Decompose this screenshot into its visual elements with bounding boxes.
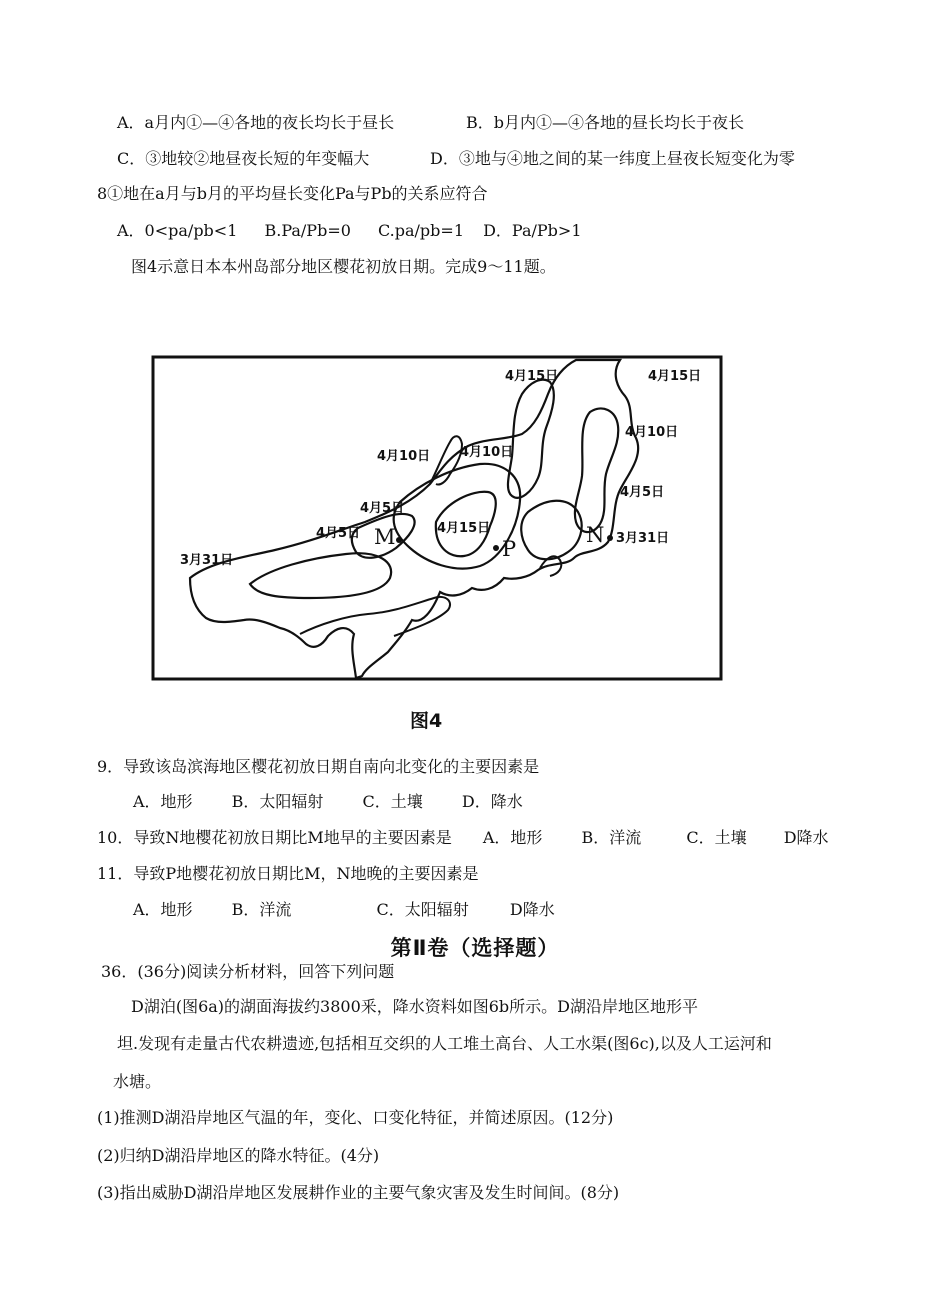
q9-option-d: D．降水 bbox=[461, 792, 523, 811]
intro-9-11: 图4示意日本本州岛部分地区樱花初放日期。完成9～11题。 bbox=[131, 257, 556, 276]
q10-option-a: A．地形 bbox=[482, 828, 543, 847]
q7-option-c: C．③地较②地昼夜长短的年变幅大 bbox=[117, 149, 370, 168]
q9-option-b: B．太阳辐射 bbox=[231, 792, 324, 811]
figure-caption: 图4 bbox=[410, 710, 443, 732]
q8-option-d: D．Pa/Pb>1 bbox=[483, 221, 582, 240]
q10-option-c: C．土壤 bbox=[686, 828, 747, 847]
point-n-dot bbox=[607, 535, 613, 541]
q36-sub-2: (2)归纳D湖沿岸地区的降水特征。(4分) bbox=[97, 1146, 380, 1165]
label-apr15-ne: 4月15日 bbox=[648, 369, 702, 384]
label-apr5-east: 4月5日 bbox=[620, 485, 665, 500]
japan-sakura-map bbox=[150, 352, 725, 686]
q36-sub-1: (1)推测D湖沿岸地区气温的年，变化、口变化特征，并简述原因。(12分) bbox=[97, 1108, 614, 1127]
q36-material-line-3: 水塘。 bbox=[113, 1072, 162, 1091]
q9-option-a: A．地形 bbox=[133, 792, 193, 811]
q10-option-b: B．洋流 bbox=[581, 828, 642, 847]
q9-option-c: C．土壤 bbox=[362, 792, 423, 811]
point-m-dot bbox=[396, 537, 402, 543]
q8-option-c: C.pa/pb=1 bbox=[378, 221, 464, 240]
label-apr15-north: 4月15日 bbox=[505, 369, 559, 384]
q36-material-line-1: D湖泊(图6a)的湖面海拔约3800釆，降水资料如图6b所示。D湖沿岸地区地形平 bbox=[131, 997, 699, 1016]
q11-option-b: B．洋流 bbox=[231, 900, 292, 919]
q36-material-line-2: 坦.发现有走量古代农耕遗迹,包括相互交织的人工堆土高台、人工水渠(图6c),以及人工运河和 bbox=[117, 1034, 772, 1053]
label-apr10-east: 4月10日 bbox=[625, 425, 679, 440]
q36-sub-3: (3)指出威胁D湖沿岸地区发展耕作业的主要气象灾害及发生时间间。(8分) bbox=[97, 1183, 620, 1202]
label-apr10-center: 4月10日 bbox=[460, 445, 514, 460]
q10-option-d: D降水 bbox=[783, 828, 829, 847]
map-svg bbox=[150, 352, 725, 686]
q7-option-a: A．a月内①—④各地的夜长均长于昼长 bbox=[117, 113, 395, 132]
q8-stem: 8①地在a月与b月的平均昼长变化Pa与Pb的关系应符合 bbox=[97, 184, 488, 203]
q11-stem: 11．导致P地樱花初放日期比M，N地晚的主要因素是 bbox=[97, 864, 479, 883]
q8-options bbox=[117, 220, 582, 242]
q9-stem: 9．导致该岛滨海地区樱花初放日期自南向北变化的主要因素是 bbox=[97, 757, 540, 776]
label-apr5-upper: 4月5日 bbox=[360, 501, 405, 516]
q11-options bbox=[133, 899, 555, 921]
point-p-dot bbox=[493, 545, 499, 551]
point-n-label: N bbox=[586, 523, 605, 547]
label-apr5-lower: 4月5日 bbox=[316, 526, 361, 541]
q8-option-a: A．0<pa/pb<1 bbox=[117, 221, 238, 240]
q7-option-b: B．b月内①—④各地的昼长均长于夜长 bbox=[466, 113, 745, 132]
section-heading: 第Ⅱ卷（选择题） bbox=[390, 936, 560, 960]
q11-option-c: C．太阳辐射 bbox=[376, 900, 469, 919]
q36-stem: 36．(36分)阅读分析材料，回答下列问题 bbox=[101, 962, 395, 981]
q11-option-a: A．地形 bbox=[133, 900, 193, 919]
q10-stem: 10．导致N地樱花初放日期比M地早的主要因素是 bbox=[97, 828, 452, 847]
point-p-label: P bbox=[502, 537, 517, 561]
label-apr10-west: 4月10日 bbox=[377, 449, 431, 464]
label-mar31-east: 3月31日 bbox=[616, 531, 670, 546]
q8-option-b: B.Pa/Pb=0 bbox=[264, 221, 351, 240]
q7-option-d: D．③地与④地之间的某一纬度上昼夜长短变化为零 bbox=[430, 149, 795, 168]
label-apr15-center: 4月15日 bbox=[437, 521, 491, 536]
q9-options bbox=[133, 791, 523, 813]
q10-line bbox=[97, 827, 829, 849]
label-mar31-west: 3月31日 bbox=[180, 553, 234, 568]
q11-option-d: D降水 bbox=[509, 900, 555, 919]
point-m-label: M bbox=[374, 525, 396, 549]
